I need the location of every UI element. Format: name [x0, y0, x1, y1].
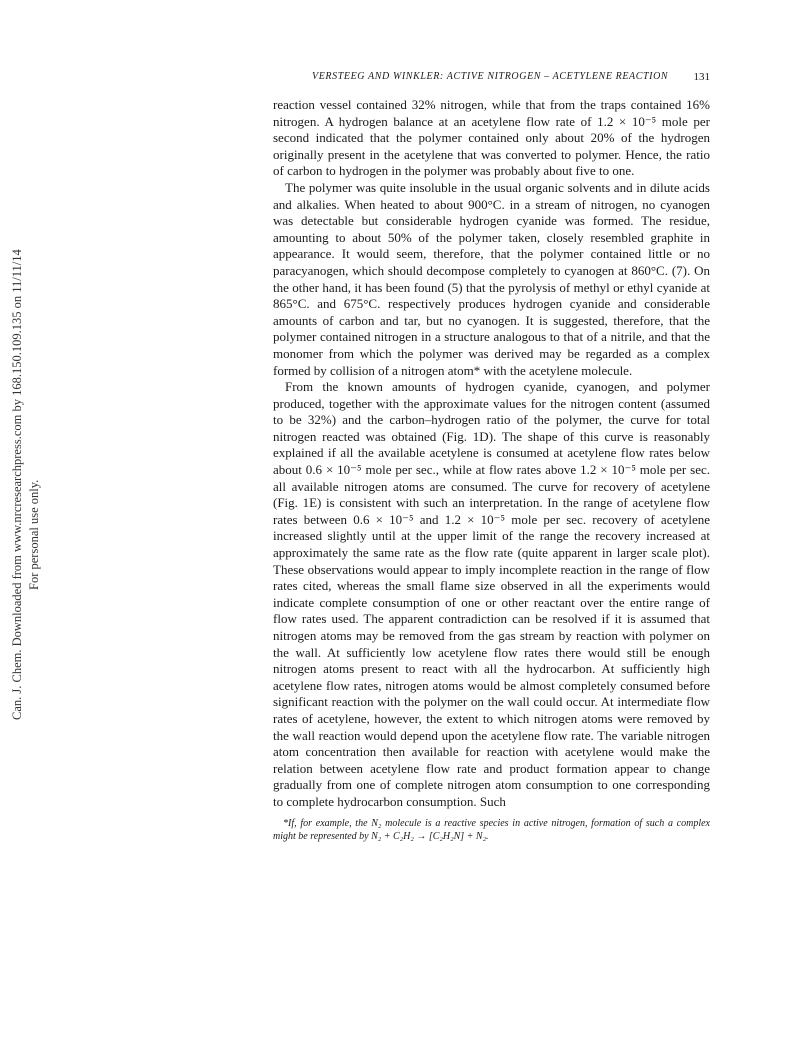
watermark-line-2: For personal use only. — [27, 479, 41, 590]
footnote: *If, for example, the N₂ molecule is a reactive species in active nitrogen, formation of such a complex might be represented by N₂ + C₂H₂ → [C₂H₂N] + N₂. — [273, 817, 710, 842]
paragraph-2: The polymer was quite insoluble in the usual organic solvents and in dilute acids and alkalies. When heated to about 900°C. in a stream of nitrogen, no cyanogen was detectable but considerable hydrogen cyanide was formed. The residue, amounting to about 50% of the polymer taken, closely resembled graphite in appearance. It would seem, therefore, that the polymer contained little or no paracyanogen, which should decompose completely to cyanogen at 860°C. (7). On the other hand, it has been found (5) that the pyrolysis of methyl or ethyl cyanide at 865°C. and 675°C. respectively produces hydrogen cyanide and considerable amounts of carbon and tar, but no cyanogen. It is suggested, therefore, that the polymer contained nitrogen in a structure analogous to that of a nitrile, and that the monomer from which the polymer was derived may be regarded as a complex formed by collision of a nitrogen atom* with the acetylene molecule. — [273, 179, 710, 378]
body-text — [273, 97, 710, 853]
page-number: 131 — [693, 71, 710, 83]
watermark-line-1: Can. J. Chem. Downloaded from www.nrcresearchpress.com by 168.150.109.135 on 11/11/14 — [10, 249, 24, 720]
running-head: VERSTEEG AND WINKLER: ACTIVE NITROGEN – ACETYLENE REACTION — [312, 71, 669, 82]
paragraph-1: reaction vessel contained 32% nitrogen, while that from the traps contained 16% nitrogen. A hydrogen balance at an acetylene flow rate of 1.2 × 10⁻⁵ mole per second indicated that the polymer contained only about 20% of the hydrogen originally present in the acetylene that was converted to polymer. Hence, the ratio of carbon to hydrogen in the polymer was probably about five to one. — [273, 97, 710, 179]
page-header — [312, 71, 710, 85]
paragraph-3: From the known amounts of hydrogen cyanide, cyanogen, and polymer produced, together with the approximate values for the nitrogen content (assumed to be 32%) and the carbon–hydrogen ratio of the polymer, the curve for total nitrogen reacted was obtained (Fig. 1D). The shape of this curve is reasonably explained if all the available acetylene is consumed at acetylene flow rates below about 0.6 × 10⁻⁵ mole per sec., while at flow rates above 1.2 × 10⁻⁵ mole per sec. all available nitrogen atoms are consumed. The curve for recovery of acetylene (Fig. 1E) is consistent with such an interpretation. In the range of acetylene flow rates between 0.6 × 10⁻⁵ and 1.2 × 10⁻⁵ mole per sec. recovery of acetylene increased slightly until at the upper limit of the range the recovery increased at approximately the same rate as the flow rate (quite apparent in larger scale plot). These observations would appear to imply incomplete reaction in the range of flow rates cited, whereas the small flame size observed in all the experiments would indicate complete consumption of one or other reactant over the entire range of flow rates used. The apparent contradiction can be resolved if it is assumed that nitrogen atoms may be removed from the gas stream by reaction with polymer on the wall. At sufficiently low acetylene flow rates there would still be enough nitrogen atoms present to react with all the hydrocarbon. At sufficiently high acetylene flow rates, nitrogen atoms would be almost completely consumed before significant reaction with the polymer on the wall could occur. At intermediate flow rates of acetylene, however, the extent to which nitrogen atoms were removed by the wall reaction would depend upon the acetylene flow rate. The variable nitrogen atom concentration then available for reaction with acetylene would make the relation between acetylene flow rate and product formation appear to change gradually from one of complete nitrogen atom consumption to one corresponding to complete hydrocarbon consumption. Such — [273, 379, 710, 809]
